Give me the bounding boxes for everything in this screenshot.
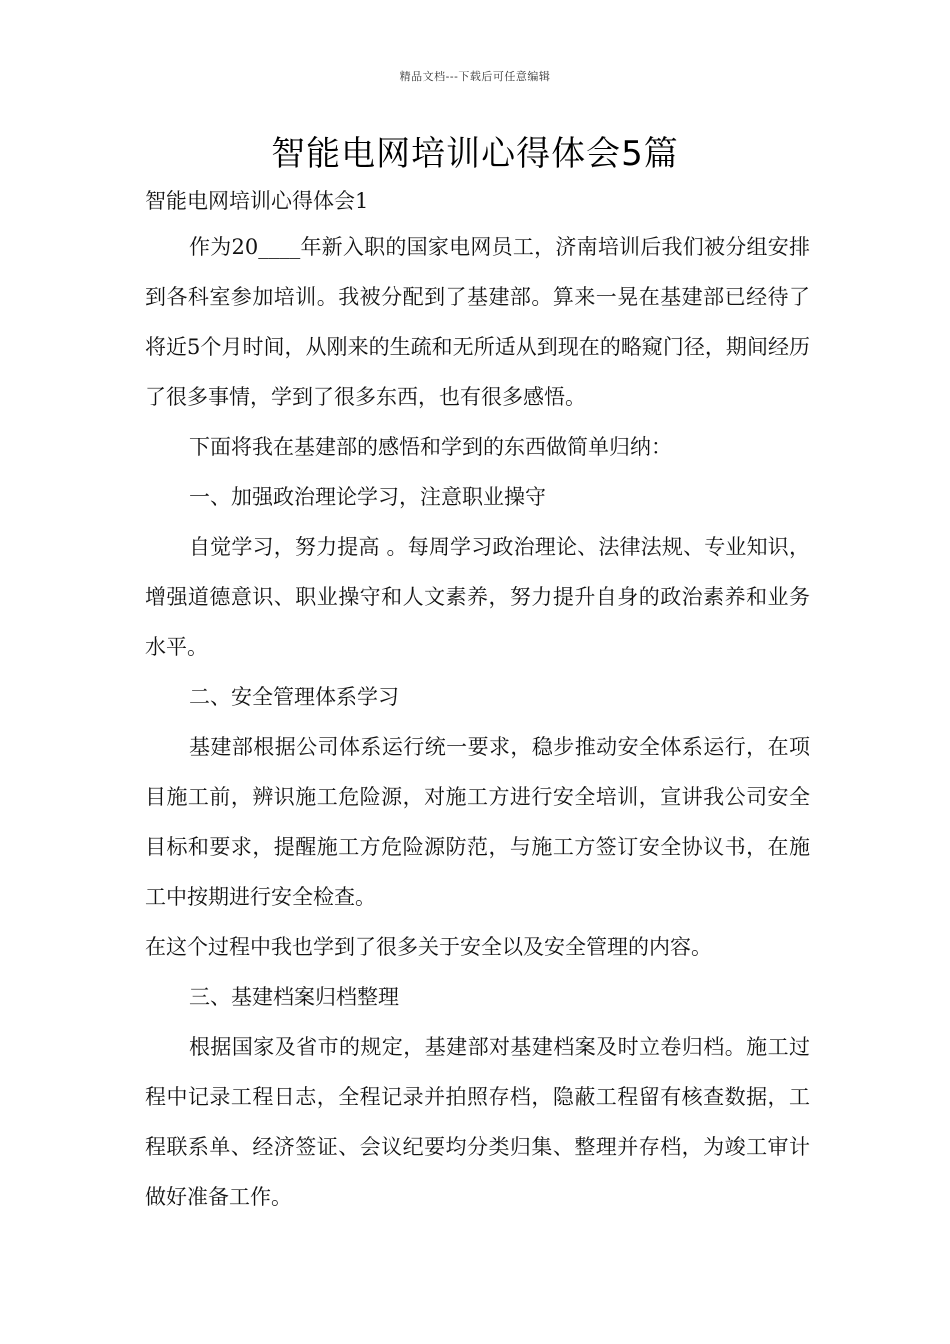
paragraph-section-3: 根据国家及省市的规定，基建部对基建档案及时立卷归档。施工过程中记录工程日志，全程记录并拍照存档，隐蔽工程留有核查数据，工程联系单、经济签证、会议纪要均分类归集、整理并存档，为竣工审计做好准备工作。: [145, 1035, 810, 1209]
paragraph-summary-lead: 下面将我在基建部的感悟和学到的东西做简单归纳：: [189, 435, 672, 459]
paragraph-section-2-note: 在这个过程中我也学到了很多关于安全以及安全管理的内容。: [145, 935, 712, 959]
section-heading-2: 二、安全管理体系学习: [189, 685, 399, 709]
section-subtitle: 智能电网培训心得体会1: [145, 189, 369, 213]
section-heading-1: 一、加强政治理论学习，注意职业操守: [189, 485, 546, 509]
paragraph-section-1: 自觉学习，努力提高 。每周学习政治理论、法律法规、专业知识，增强道德意识、职业操守和人文素养，努力提升自身的政治素养和业务水平。: [145, 535, 810, 659]
header-note: 精品文档---下载后可任意编辑: [399, 70, 551, 83]
section-heading-3: 三、基建档案归档整理: [189, 985, 399, 1009]
document-title: 智能电网培训心得体会5篇: [271, 134, 679, 174]
paragraph-section-2: 基建部根据公司体系运行统一要求，稳步推动安全体系运行，在项目施工前，辨识施工危险源，对施工方进行安全培训，宣讲我公司安全目标和要求，提醒施工方危险源防范，与施工方签订安全协议书，在施工中按期进行安全检查。: [145, 735, 810, 909]
document-body: [145, 222, 810, 1222]
paragraph-intro: 作为20____年新入职的国家电网员工，济南培训后我们被分组安排到各科室参加培训。我被分配到了基建部。算来一晃在基建部已经待了将近5个月时间，从刚来的生疏和无所适从到现在的略窥门径，期间经历了很多事情，学到了很多东西，也有很多感悟。: [145, 235, 810, 409]
